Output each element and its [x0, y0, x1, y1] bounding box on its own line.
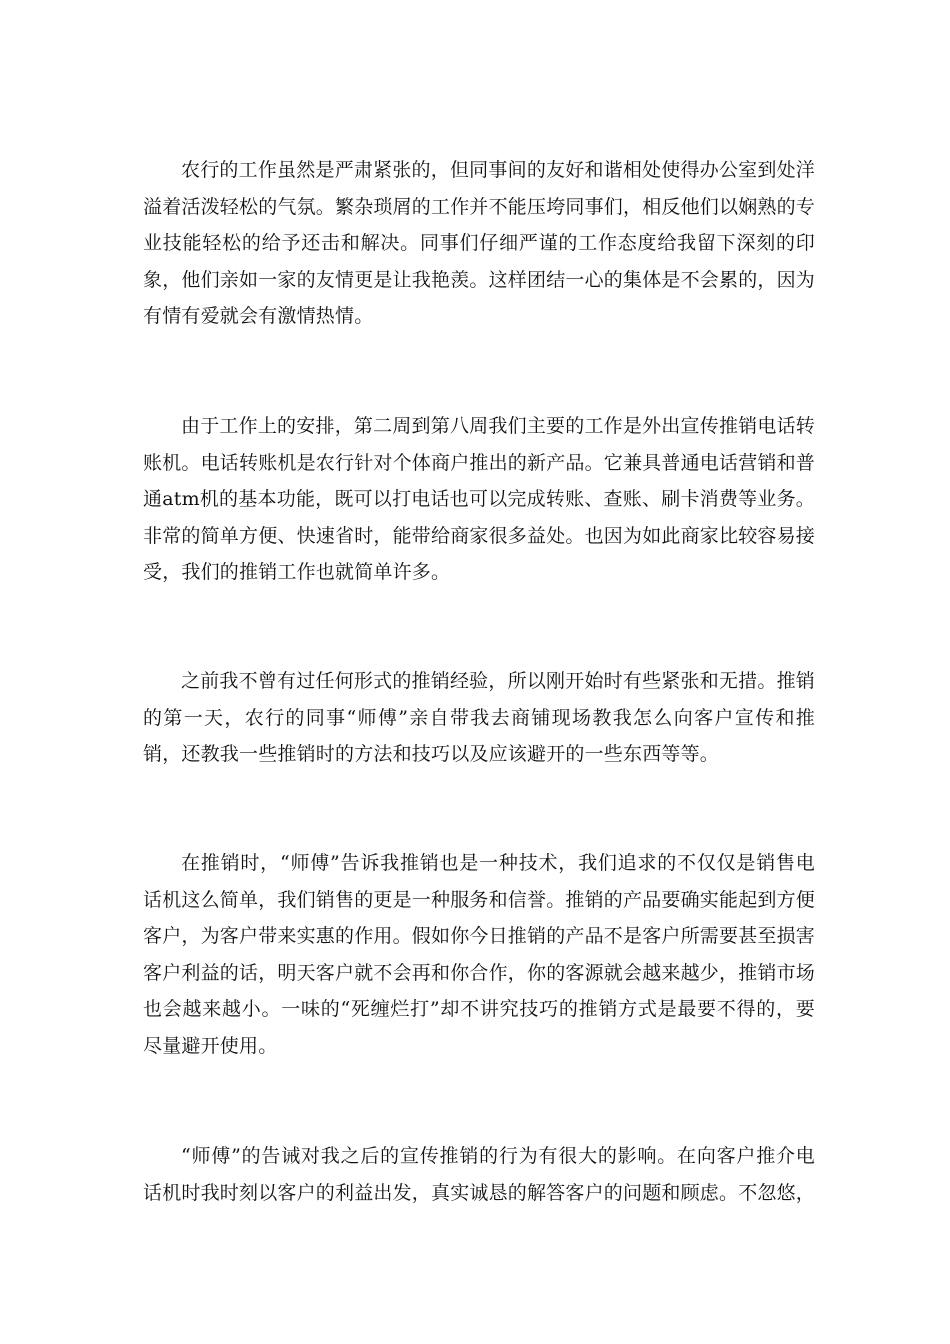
paragraph-office-atmosphere: 农行的工作虽然是严肃紧张的，但同事间的友好和谐相处使得办公室到处洋溢着活泼轻松的气氛。繁杂琐屑的工作并不能压垮同事们，相反他们以娴熟的专业技能轻松的给予还击和解决。同事们仔细严谨的工作态度给我留下深刻的印象，他们亲如一家的友情更是让我艳羡。这样团结一心的集体是不会累的，因为有情有爱就会有激情热情。 — [143, 159, 816, 327]
paragraph-sales-advice: 在推销时，“师傅”告诉我推销也是一种技术，我们追求的不仅仅是销售电话机这么简单，我们销售的更是一种服务和信誉。推销的产品要确实能起到方便客户，为客户带来实惠的作用。假如你今日推销的产品不是客户所需要甚至损害客户利益的话，明天客户就不会再和你合作，你的客源就会越来越少，推销市场也会越来越小。一味的“死缠烂打”却不讲究技巧的推销方式是最要不得的，要尽量避开使用。 — [143, 852, 816, 1057]
paragraph-phone-transfer-machine: 由于工作上的安排，第二周到第八周我们主要的工作是外出宣传推销电话转账机。电话转账机是农行针对个体商户推出的新产品。它兼具普通电话营销和普通atm机的基本功能，既可以打电话也可以完成转账、查账、刷卡消费等业务。非常的简单方便、快速省时，能带给商家很多益处。也因为如此商家比较容易接受，我们的推销工作也就简单许多。 — [143, 415, 816, 583]
paragraph-customer-interest: “师傅”的告诫对我之后的宣传推销的行为有很大的影响。在向客户推介电话机时我时刻以客户的利益出发，真实诚恳的解答客户的问题和顾虑。不忽悠， — [143, 1145, 816, 1204]
paragraph-first-sales-day: 之前我不曾有过任何形式的推销经验，所以刚开始时有些紧张和无措。推销的第一天，农行的同事“师傅”亲自带我去商铺现场教我怎么向客户宣传和推销，还教我一些推销时的方法和技巧以及应该避开的一些东西等等。 — [143, 670, 815, 765]
